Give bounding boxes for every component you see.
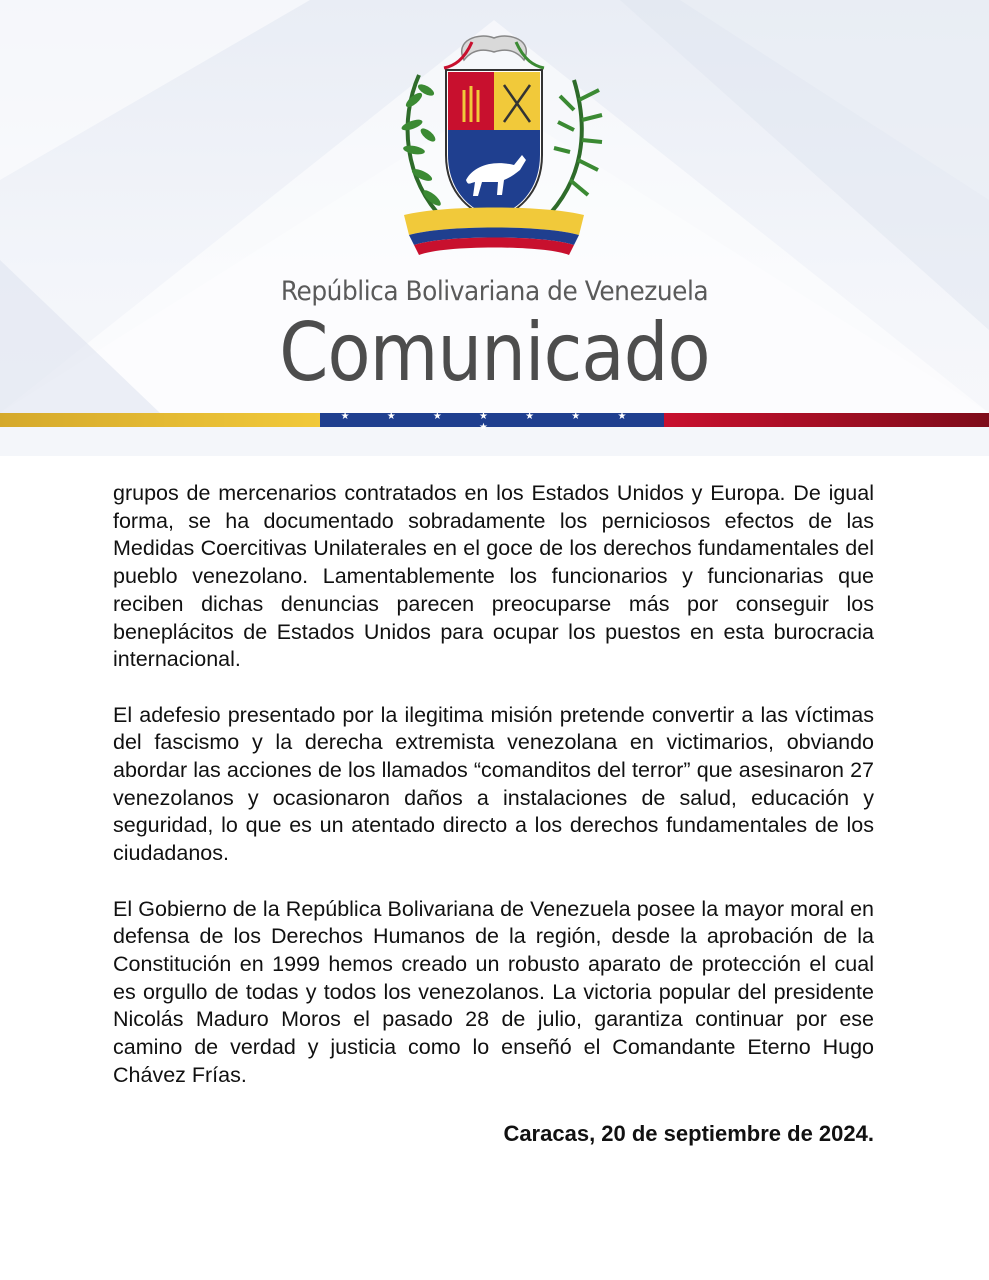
page-title: Comunicado [279,306,710,399]
signoff-date: Caracas, 20 de septiembre de 2024. [503,1121,874,1146]
paragraph: grupos de mercenarios contratados en los Estados Unidos y Europa. De igual forma, se ha documentado sobradamente los perniciosos efectos de las Medidas Coercitivas Unilaterales en el goce de los derechos fundamentales del pueblo venezolano. Lamentablemente los funcionarios y funcionarias que reciben dichas denuncias parecen preocuparse más por conseguir los beneplácitos de Estados Unidos para ocupar los puestos en esta burocracia internacional. [113,481,874,672]
flag-yellow-band [0,413,320,427]
flag-blue-band [320,411,664,433]
stars-icon: ★ ★ ★ ★ ★ ★ ★ ★ [340,411,644,433]
coat-of-arms-icon [384,30,604,270]
document-body [113,480,874,1117]
letterhead [0,0,989,456]
flag-stripe [0,411,989,433]
republic-name: República Bolivariana de Venezuela [280,276,709,307]
paragraph: El adefesio presentado por la ilegitima misión pretende convertir a las víctimas del fascismo y la derecha extremista venezolana en victimarios, obviando abordar las acciones de los llamados “comanditos del terror” que asesinaron 27 venezolanos y ocasionaron daños a instalaciones de salud, educación y seguridad, lo que es un atentado directo a los derechos fundamentales de los ciudadanos. [113,702,874,866]
paragraph: El Gobierno de la República Bolivariana de Venezuela posee la mayor moral en defensa de los Derechos Humanos de la región, desde la aprobación de la Constitución en 1999 hemos creado un robusto aparato de protección el cual es orgullo de todas y todos los venezolanos. La victoria popular del presidente Nicolás Maduro Moros el pasado 28 de julio, garantiza continuar por ese camino de verdad y justicia como lo enseñó el Comandante Eterno Hugo Chávez Frías. [113,896,874,1087]
flag-red-band [664,413,989,427]
